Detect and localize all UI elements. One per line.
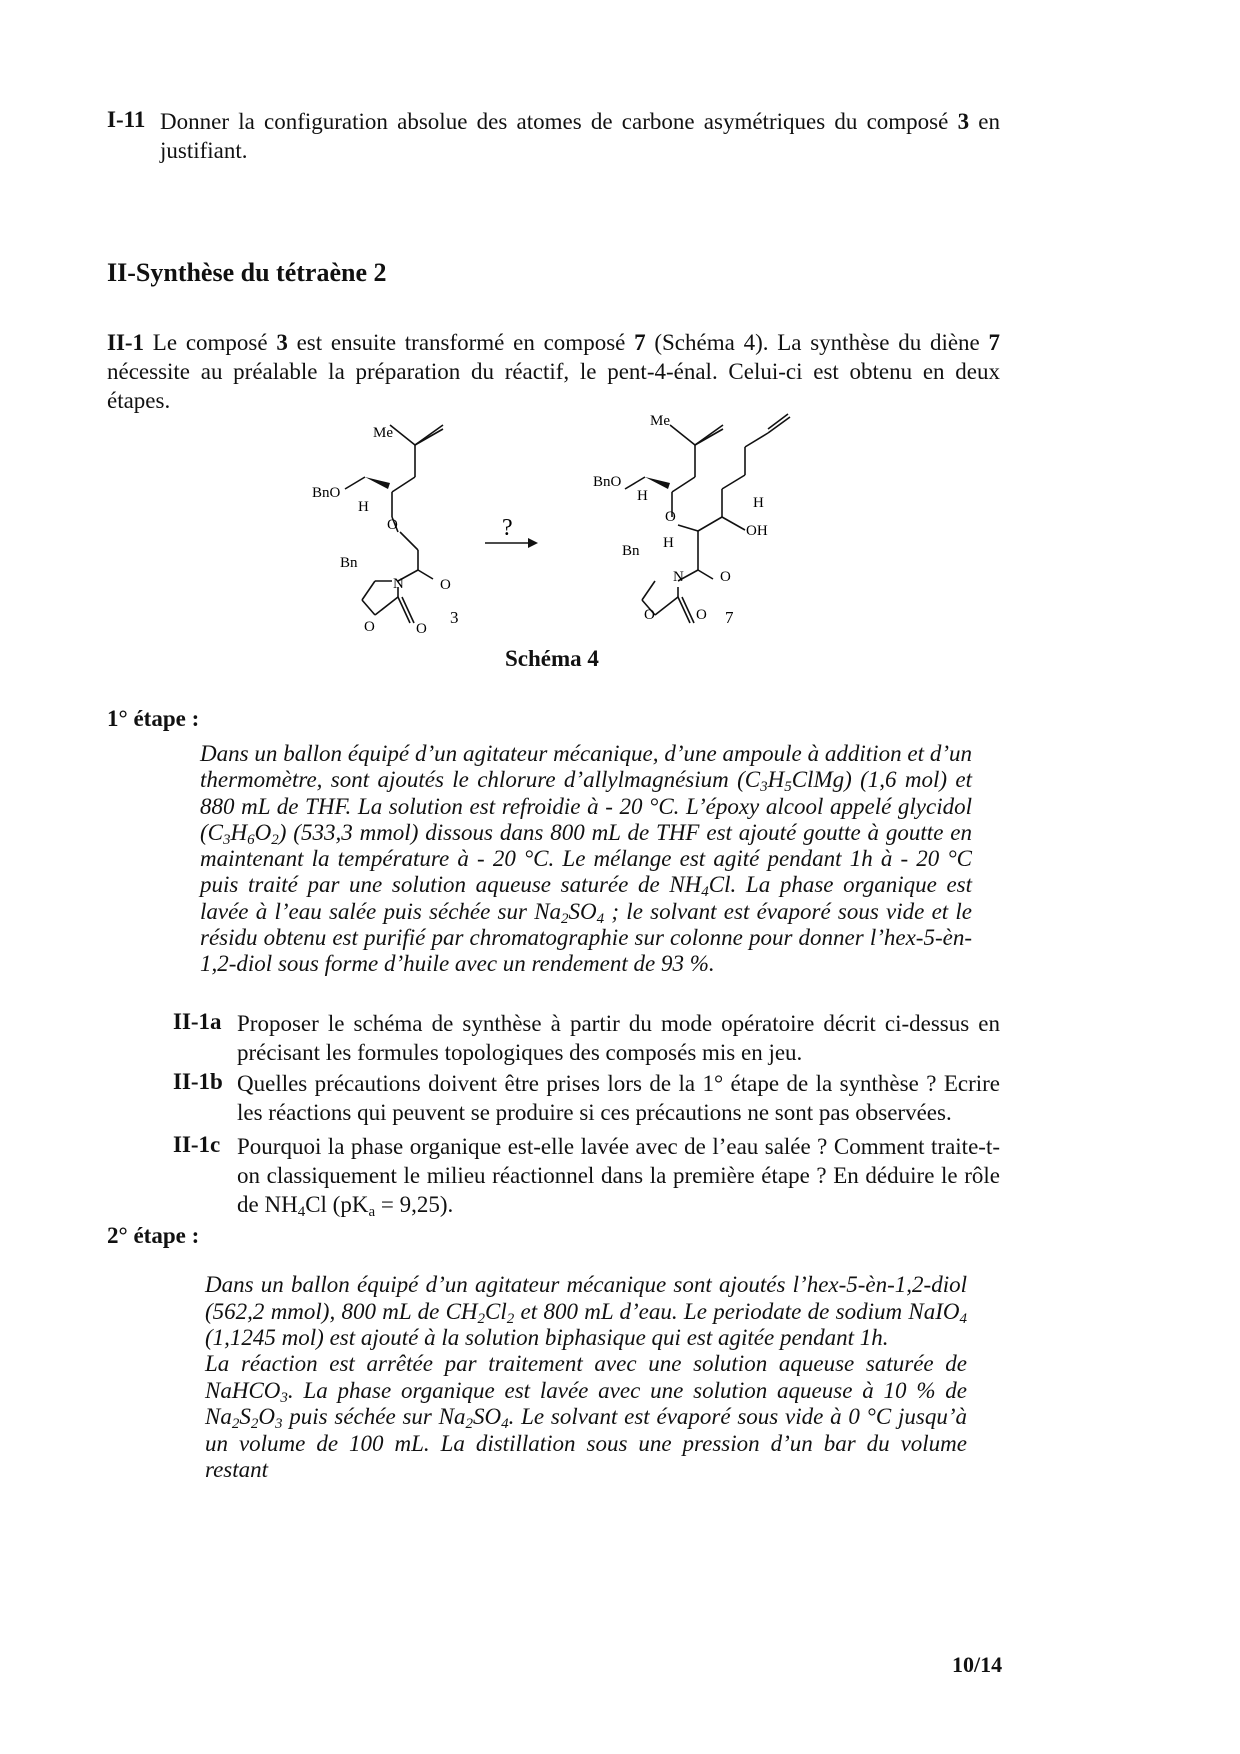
- question-number-II-1a: II-1a: [173, 1009, 222, 1034]
- atom-label: Bn: [340, 555, 358, 571]
- atom-label: O: [387, 517, 398, 533]
- atom-label: Me: [373, 425, 393, 441]
- section-title: II-Synthèse du tétraène 2: [107, 258, 387, 287]
- atom-label: O: [665, 509, 676, 525]
- atom-label: OH: [746, 523, 768, 539]
- question-text-II-1a: Proposer le schéma de synthèse à partir du mode opératoire décrit ci-dessus en précisant les formules topologiques des composés mis en jeu.: [237, 1011, 1000, 1065]
- atom-label: N: [393, 576, 404, 592]
- atom-label: H: [753, 495, 764, 511]
- step-2-procedure-b: La réaction est arrêtée par traitement avec une solution aqueuse saturée de NaHCO$_3$. La phase organique est lavée avec une solution aqueuse à 10 % de $Na_2S_2O_3$ puis séchée sur $Na_2SO_4$. Le solvant est évaporé sous vide à 0 °C jusqu’à un volume de 100 mL. La distillation sous une pression d’un bar du volume restant: [205, 1351, 968, 1482]
- atom-label: H: [637, 488, 648, 504]
- compound-number: 3: [450, 608, 459, 627]
- question-text-II-1c: Pourquoi la phase organique est-elle lavée avec de l’eau salée ? Comment traite-t-on classiquement le milieu réactionnel dans la première étape ? En déduire le rôle de $NH_4Cl$ $(pK_a = 9,25)$.: [237, 1134, 1000, 1220]
- atom-label: BnO: [312, 485, 341, 501]
- atom-label: BnO: [593, 474, 622, 490]
- step-1-procedure: Dans un ballon équipé d’un agitateur mécanique, d’une ampoule à addition et d’un thermomètre, sont ajoutés le chlorure d’allylmagnésium $(C_3H_5ClMg)$ (1,6 mol) et 880 mL de THF. La solution est refroidie à - 20 °C. L’époxy alcool appelé glycidol $(C_3H_6O_2)$ (533,3 mmol) dissous dans 800 mL de THF est ajouté goutte à goutte en maintenant la température à - 20 °C. Le mélange est agité pendant 1h à - 20 °C puis traité par une solution aqueuse saturée de $NH_4Cl$. La phase organique est lavée à l’eau salée puis séchée sur $Na_2SO_4$ ; le solvant est évaporé sous vide et le résidu obtenu est purifié par chromatographie sur colonne pour donner l’hex-5-èn-1,2-diol sous forme d’huile avec un rendement de 93 %.: [200, 741, 973, 977]
- step-1-label: 1° étape :: [107, 706, 200, 731]
- question-text-I-11: Donner la configuration absolue des atomes de carbone asymétriques du composé 3 en justifiant.: [160, 109, 1000, 163]
- atom-label: H: [663, 535, 674, 551]
- atom-label: Bn: [622, 543, 640, 559]
- reaction-scheme: [300, 405, 820, 645]
- page-number: 10/14: [952, 1652, 1003, 1677]
- scheme-caption: Schéma 4: [505, 646, 599, 671]
- question-text-II-1: II-1 Le composé 3 est ensuite transformé en composé 7 (Schéma 4). La synthèse du diène 7 nécessite au préalable la préparation du réactif, le pent-4-énal. Celui-ci est obtenu en deux étapes.: [107, 330, 1000, 413]
- step-2-label: 2° étape :: [107, 1223, 200, 1248]
- atom-label: O: [720, 569, 731, 585]
- atom-label: O: [416, 621, 427, 637]
- atom-label: Me: [650, 413, 670, 429]
- compound-number: 7: [725, 608, 734, 627]
- atom-label: N: [673, 569, 684, 585]
- arrow-label: ?: [502, 515, 513, 541]
- atom-label: O: [644, 607, 655, 623]
- step-2-procedure-a: Dans un ballon équipé d’un agitateur mécanique sont ajoutés l’hex-5-èn-1,2-diol (562,2 mmol), 800 mL de $CH_2Cl_2$ et 800 mL d’eau. Le periodate de sodium NaIO$_4$ (1,1245 mol) est ajouté à la solution biphasique qui est agitée pendant 1h.: [205, 1272, 967, 1350]
- question-text-II-1b: Quelles précautions doivent être prises lors de la 1° étape de la synthèse ? Ecrire les réactions qui peuvent se produire si ces précautions ne sont pas observées.: [237, 1071, 1000, 1125]
- atom-label: O: [440, 577, 451, 593]
- compound-ref: 3: [957, 109, 970, 134]
- atom-label: O: [696, 607, 707, 623]
- question-number-I-11: I-11: [107, 107, 146, 132]
- atom-label: H: [358, 499, 369, 515]
- atom-label: O: [364, 619, 375, 635]
- question-number-II-1c: II-1c: [173, 1132, 221, 1157]
- question-number-II-1b: II-1b: [173, 1069, 223, 1094]
